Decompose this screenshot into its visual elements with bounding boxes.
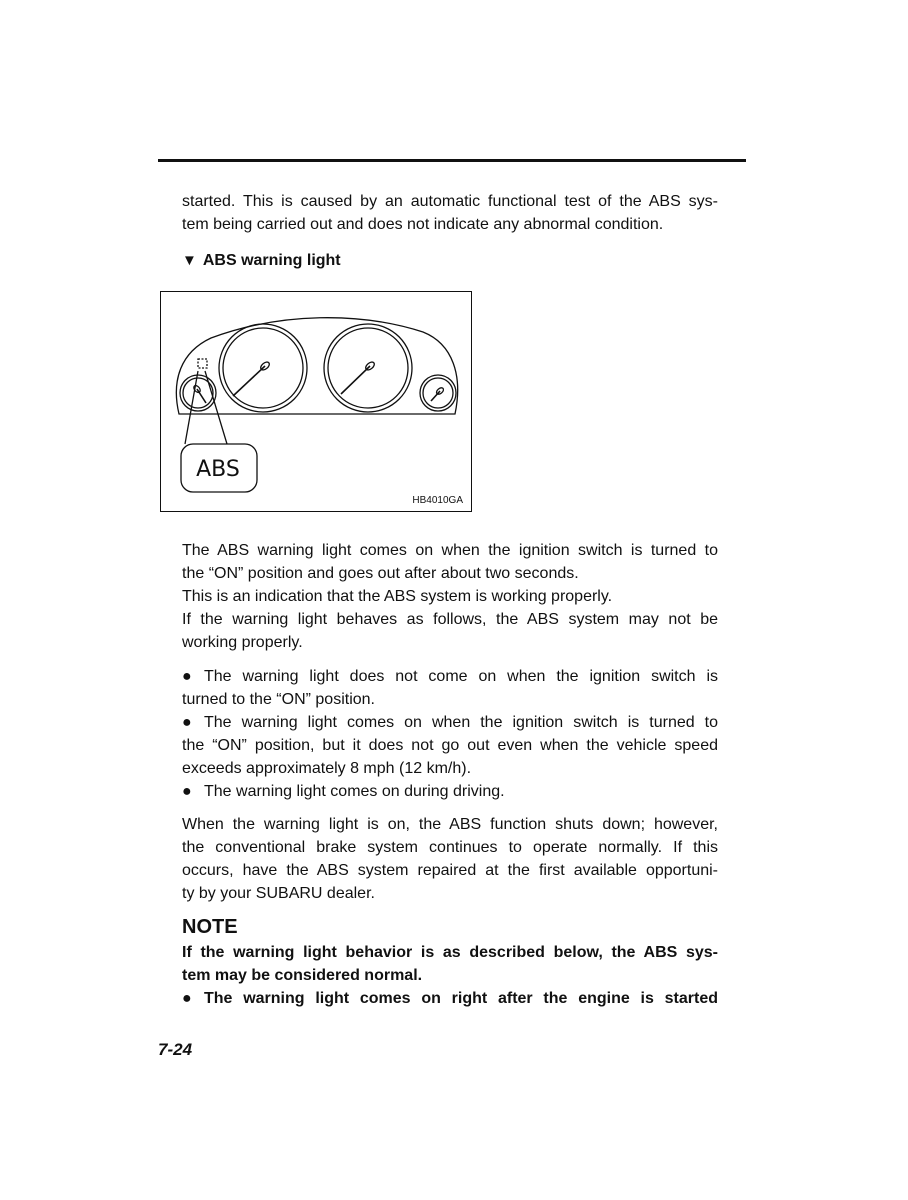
bullet-line: exceeds approximately 8 mph (12 km/h). (182, 760, 472, 777)
para-line: This is an indication that the ABS system is working properly. (182, 588, 613, 605)
malfunction-bullet-list (182, 665, 718, 803)
bullet-line: the “ON” position, but it does not go out even when the vehicle speed (182, 737, 718, 754)
para-line: When the warning light is on, the ABS function shuts down; however, (182, 816, 718, 833)
bullet-text: The warning light comes on when the ignition switch is turned to (204, 714, 718, 731)
para-line: If the warning light behaves as follows, the ABS system may not be (182, 611, 718, 628)
bullet-icon: ● (182, 714, 192, 731)
abs-callout-label: ABS (196, 457, 240, 482)
para-line: the “ON” position and goes out after about two seconds. (182, 565, 579, 582)
note-line: If the warning light behavior is as described below, the ABS sys- (182, 944, 718, 961)
bullet-line (182, 780, 718, 803)
triangle-down-icon: ▼ (182, 252, 197, 269)
bullet-icon: ● (182, 990, 192, 1007)
abs-indicator-lamp (198, 359, 207, 368)
bullet-icon: ● (182, 668, 192, 685)
intro-line: started. This is caused by an automatic functional test of the ABS sys- (182, 193, 718, 210)
tach-needle (233, 366, 265, 396)
note-line: tem may be considered normal. (182, 967, 423, 984)
para-line: occurs, have the ABS system repaired at the first available opportuni- (182, 862, 718, 879)
bullet-line (182, 711, 718, 734)
note-title: NOTE (182, 916, 238, 938)
speedo-needle (341, 366, 370, 394)
page-number: 7-24 (158, 1040, 193, 1059)
left-gauge-needle (197, 389, 206, 403)
note-bullet-line (182, 987, 718, 1010)
instrument-cluster-figure (160, 291, 472, 512)
para-line: ty by your SUBARU dealer. (182, 885, 375, 902)
bullet-line (182, 665, 718, 688)
section-heading (182, 249, 341, 272)
instrument-cluster-illustration (161, 292, 473, 513)
figure-code: HB4010GA (412, 495, 463, 506)
note-body (182, 941, 718, 1010)
bullet-text: The warning light comes on during driving. (204, 783, 505, 800)
para-line: The ABS warning light comes on when the ignition switch is turned to (182, 542, 718, 559)
abs-light-description (182, 539, 718, 654)
section-heading-text: ABS warning light (202, 252, 341, 269)
intro-line: tem being carried out and does not indicate any abnormal condition. (182, 216, 664, 233)
right-gauge-needle (431, 391, 440, 401)
bullet-line: turned to the “ON” position. (182, 691, 375, 708)
para-line: the conventional brake system continues to operate normally. If this (182, 839, 718, 856)
intro-paragraph (182, 190, 718, 236)
note-bullet-text: The warning light comes on right after the engine is started (204, 990, 718, 1007)
bullet-icon: ● (182, 783, 192, 800)
para-line: working properly. (182, 634, 303, 651)
abs-shutdown-paragraph (182, 813, 718, 905)
bullet-text: The warning light does not come on when the ignition switch is (204, 668, 718, 685)
header-rule (158, 159, 746, 162)
